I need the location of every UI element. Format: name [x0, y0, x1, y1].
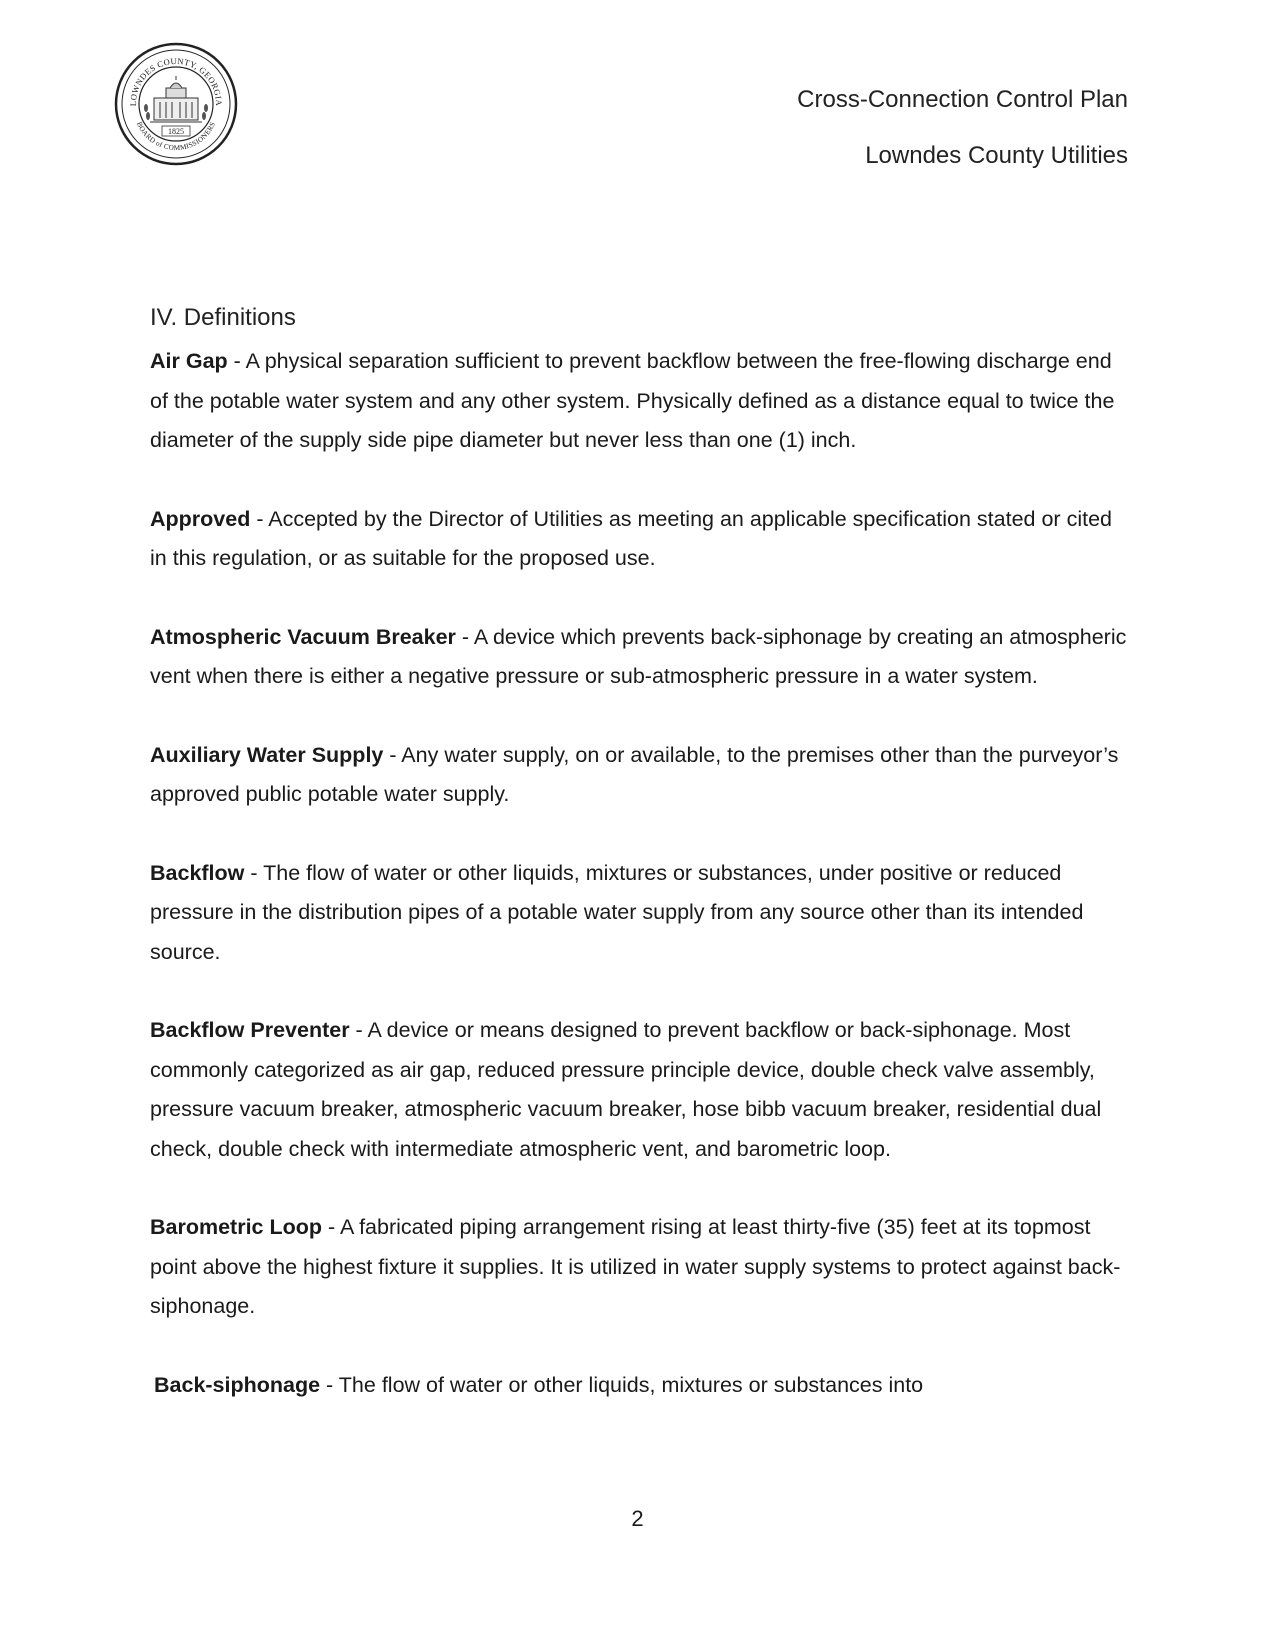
definition-item: [150, 854, 1130, 973]
definition-text: - The flow of water or other liquids, mixtures or substances into: [320, 1372, 924, 1397]
header-title: Cross-Connection Control Plan: [797, 86, 1128, 113]
definition-item: [150, 1366, 1130, 1406]
definition-term: Approved: [150, 506, 251, 531]
definition-term: Atmospheric Vacuum Breaker: [150, 624, 456, 649]
seal-year: 1825: [168, 127, 184, 136]
definition-item: [150, 342, 1130, 461]
definition-term: Auxiliary Water Supply: [150, 742, 384, 767]
definition-term: Backflow: [150, 860, 245, 885]
definition-text: - A fabricated piping arrangement rising at least thirty-five (35) feet at its topmost point above the highest fixture it supplies. It is utilized in water supply systems to protect against back-siphonage.: [150, 1215, 1121, 1318]
definition-text: - A device or means designed to prevent backflow or back-siphonage. Most commonly categorized as air gap, reduced pressure principle device, double check valve assembly, pressure vacuum breaker, atmospheric vacuum breaker, hose bibb vacuum breaker, residential dual check, double check with intermediate atmospheric vent, and barometric loop.: [150, 1018, 1102, 1161]
definition-text: - A physical separation sufficient to prevent backflow between the free-flowing discharge end of the potable water system and any other system. Physically defined as a distance equal to twice the diameter of the supply side pipe diameter but never less than one (1) inch.: [150, 349, 1115, 452]
svg-text:BOARD of COMMISSIONERS: BOARD of COMMISSIONERS: [134, 120, 218, 153]
header-organization: Lowndes County Utilities: [865, 142, 1128, 169]
definitions-section: [150, 300, 1130, 1444]
definition-term: Backflow Preventer: [150, 1018, 350, 1042]
definition-item: [150, 500, 1130, 579]
document-header: [797, 72, 1128, 184]
definition-term: Back-siphonage: [154, 1372, 321, 1397]
definition-term: Air Gap: [150, 349, 228, 373]
definition-item: [150, 1011, 1130, 1169]
definition-term: Barometric Loop: [150, 1215, 323, 1239]
svg-text:LOWNDES COUNTY, GEORGIA: LOWNDES COUNTY, GEORGIA: [127, 55, 225, 107]
definition-item: [150, 736, 1130, 815]
definition-text: - Any water supply, on or available, to the premises other than the purveyor’s approved public potable water supply.: [150, 742, 1119, 806]
definition-item: [150, 618, 1130, 697]
definition-text: - Accepted by the Director of Utilities as meeting an applicable specification stated or cited in this regulation, or as suitable for the proposed use.: [150, 506, 1112, 570]
definition-item: [150, 1208, 1130, 1327]
section-title: IV. Definitions: [150, 304, 296, 331]
page-number: 2: [631, 1506, 644, 1531]
definition-text: - The flow of water or other liquids, mixtures or substances, under positive or reduced pressure in the distribution pipes of a potable water supply from any source other than its intended source.: [150, 860, 1084, 964]
county-seal-icon: [114, 42, 238, 166]
definition-text: - A device which prevents back-siphonage by creating an atmospheric vent when there is either a negative pressure or sub-atmospheric pressure in a water system.: [150, 624, 1127, 688]
